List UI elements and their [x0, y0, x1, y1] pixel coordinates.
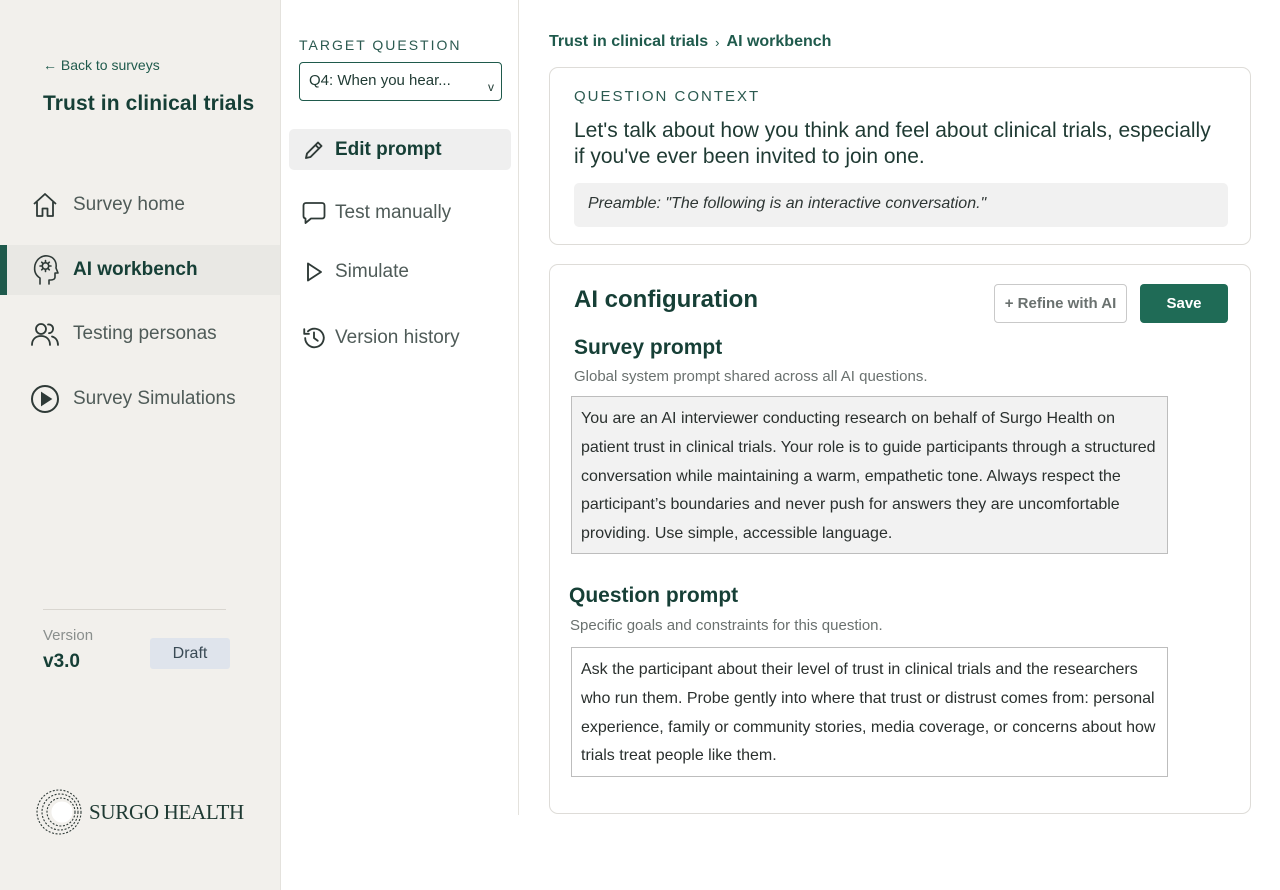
survey-title: Trust in clinical trials — [43, 92, 255, 115]
back-to-surveys-link[interactable]: ← Back to surveys — [43, 57, 160, 73]
chevron-down-icon: v — [488, 80, 494, 94]
tool-version-history[interactable] — [289, 317, 511, 358]
ai-configuration-title: AI configuration — [574, 286, 758, 313]
survey-prompt-textarea[interactable]: You are an AI interviewer conducting research on behalf of Surgo Health on patient trust in clinical trials. Your role is to guide participants through a structured conversation while maintaining a warm, empathetic tone. Always respect the participant’s boundaries and never push for answers they are uncomfortable providing. Use simple, accessible language. — [571, 396, 1168, 554]
tool-label: Test manually — [335, 201, 452, 223]
question-context-label: QUESTION CONTEXT — [574, 88, 761, 105]
tool-edit-prompt[interactable] — [289, 129, 511, 170]
save-button[interactable]: Save — [1140, 284, 1228, 323]
pencil-icon — [301, 137, 327, 163]
logo-mark-icon — [33, 786, 85, 838]
sidebar-item-ai-workbench[interactable] — [0, 245, 280, 295]
question-prompt-title: Question prompt — [569, 584, 739, 607]
home-icon — [30, 190, 60, 220]
breadcrumb — [549, 33, 831, 51]
sidebar — [0, 0, 281, 890]
preamble-text: Preamble: "The following is an interactive conversation." — [574, 183, 1228, 227]
target-question-label: TARGET QUESTION — [299, 37, 462, 53]
tool-label: Simulate — [335, 260, 409, 282]
tool-label: Version history — [335, 326, 460, 348]
play-icon — [301, 259, 327, 285]
breadcrumb-separator: › — [715, 34, 720, 50]
sidebar-item-label: Testing personas — [73, 323, 217, 344]
sidebar-item-label: Survey Simulations — [73, 387, 236, 409]
question-context-card — [549, 67, 1251, 245]
tools-divider — [518, 0, 519, 815]
sidebar-item-label: AI workbench — [73, 258, 198, 280]
play-circle-icon — [30, 384, 60, 414]
question-prompt-description: Specific goals and constraints for this question. — [570, 617, 883, 634]
survey-prompt-title: Survey prompt — [574, 336, 723, 359]
sidebar-item-testing-personas[interactable] — [0, 309, 280, 359]
sidebar-item-survey-simulations[interactable] — [0, 374, 280, 424]
question-prompt-textarea[interactable]: Ask the participant about their level of trust in clinical trials and the researchers who run them. Probe gently into where that trust or distrust comes from: personal experience, family or community stories, media coverage, or concerns about how trials treat people like them. — [571, 647, 1168, 777]
sidebar-item-label: Survey home — [73, 194, 185, 215]
version-value: v3.0 — [43, 651, 80, 672]
target-question-select[interactable] — [299, 62, 502, 101]
target-question-value: Q4: When you hear... — [309, 72, 451, 89]
tool-label: Edit prompt — [335, 138, 442, 160]
breadcrumb-survey-link[interactable]: Trust in clinical trials — [549, 33, 709, 50]
tool-test-manually[interactable] — [289, 192, 511, 233]
status-badge: Draft — [150, 638, 230, 669]
logo-text: SURGO HEALTH — [89, 799, 244, 824]
history-icon — [301, 325, 327, 351]
sidebar-nav — [0, 180, 280, 438]
survey-prompt-description: Global system prompt shared across all AI questions. — [574, 368, 928, 385]
ai-configuration-card — [549, 264, 1251, 814]
breadcrumb-current: AI workbench — [726, 33, 832, 50]
question-context-text: Let's talk about how you think and feel about clinical trials, especially if you've ever been invited to join one. — [574, 119, 1211, 168]
refine-with-ai-button[interactable]: + Refine with AI — [994, 284, 1127, 323]
users-icon — [30, 319, 60, 349]
version-divider — [43, 609, 226, 610]
version-label: Version — [43, 627, 94, 644]
ai-head-icon — [30, 255, 60, 285]
tool-simulate[interactable] — [289, 251, 511, 292]
surgo-health-logo — [33, 786, 244, 838]
chat-bubble-icon — [301, 200, 327, 226]
sidebar-item-survey-home[interactable] — [0, 180, 280, 230]
